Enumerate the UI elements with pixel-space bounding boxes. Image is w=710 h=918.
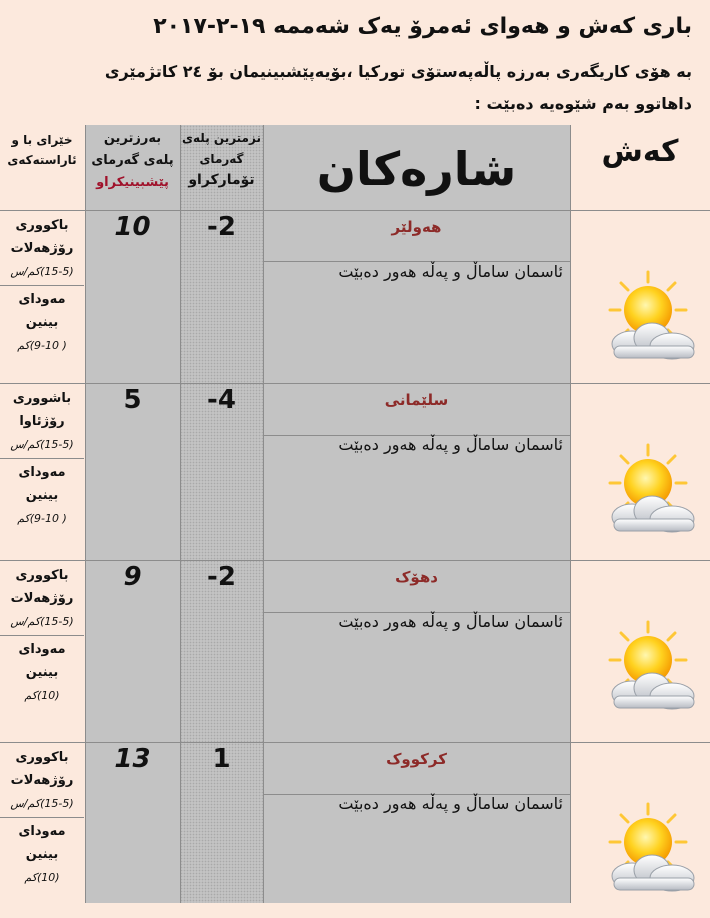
sun-cloud-icon	[592, 618, 704, 722]
visibility-label-2: بینین	[25, 315, 59, 330]
weather-description: ئاسمان ساماڵ و پەڵە هەور دەبێت	[338, 262, 563, 281]
visibility-label-1: مەودای	[18, 642, 66, 657]
wind-direction-1: باکووری	[15, 568, 69, 583]
visibility-label-2: بینین	[25, 488, 59, 503]
header-max-temp	[85, 128, 180, 194]
city-name: سلێمانی	[384, 391, 449, 409]
visibility-value: ( 9-10)کم	[17, 512, 67, 525]
wind-speed: (15-5)کم/س	[10, 797, 74, 810]
visibility-label-1: مەودای	[18, 465, 66, 480]
visibility-value: ( 9-10)کم	[17, 339, 67, 352]
min-temp: -2	[207, 212, 236, 242]
header-cities: شارەکان	[316, 142, 517, 196]
intro-line-1: بە هۆی کاریگەری بەرزە پاڵەپەستۆی تورکیا ،بۆیەپێشبینیمان بۆ ٢٤ کاتژمێری	[104, 62, 692, 81]
visibility-label-2: بینین	[25, 847, 59, 862]
page-title: باری کەش و هەوای ئەمرۆ یەک شەممە ١٩-٢-٢٠١٧	[153, 14, 692, 39]
wind-speed: (15-5)کم/س	[10, 615, 74, 628]
visibility-value: (10)کم	[24, 689, 60, 702]
weather-description: ئاسمان ساماڵ و پەڵە هەور دەبێت	[338, 794, 563, 813]
wind-speed: (15-5)کم/س	[10, 265, 74, 278]
header-wind	[4, 130, 80, 170]
header-min-line2: گەرمای	[199, 152, 244, 166]
weather-description: ئاسمان ساماڵ و پەڵە هەور دەبێت	[338, 612, 563, 631]
header-max-line2: پلەی گەرمای	[91, 153, 174, 168]
visibility-label-1: مەودای	[18, 292, 66, 307]
wind-direction-1: باشووری	[12, 391, 72, 406]
min-temp: -2	[207, 562, 236, 592]
visibility-label-2: بینین	[25, 665, 59, 680]
weather-description: ئاسمان ساماڵ و پەڵە هەور دەبێت	[338, 435, 563, 454]
sun-cloud-icon	[592, 441, 704, 545]
header-max-line3: پێشبینیکراو	[96, 175, 169, 190]
max-temp: 13	[114, 744, 151, 774]
max-temp: 5	[123, 385, 142, 415]
min-temp: 1	[212, 744, 231, 774]
info-divider	[0, 458, 84, 459]
info-divider	[0, 817, 84, 818]
cities-column	[263, 125, 570, 903]
wind-visibility-info	[0, 214, 84, 357]
wind-visibility-info	[0, 746, 84, 889]
wind-visibility-info	[0, 387, 84, 530]
wind-direction-2: رۆژهەلات	[10, 773, 74, 788]
sun-cloud-icon	[592, 800, 704, 904]
visibility-value: (10)کم	[24, 871, 60, 884]
grid-line	[570, 125, 571, 903]
city-name: کرکووک	[386, 750, 447, 768]
max-temp: 9	[123, 562, 142, 592]
city-name: هەولێر	[391, 218, 442, 236]
wind-speed: (15-5)کم/س	[10, 438, 74, 451]
wind-direction-2: رۆژهەلات	[10, 241, 74, 256]
wind-direction-2: رۆژئاوا	[19, 414, 65, 429]
header-max-line1: بەرزترین	[103, 131, 162, 146]
row-divider	[0, 210, 710, 211]
min-temp: -4	[207, 385, 236, 415]
max-temp: 10	[114, 212, 151, 242]
header-min-temp	[180, 128, 263, 191]
city-name: دهۆک	[395, 568, 438, 586]
row-divider	[0, 742, 710, 743]
intro-line-2: داهاتوو بەم شێوەیە دەبێت :	[474, 94, 692, 113]
header-min-line3: تۆمارکراو	[188, 172, 255, 188]
info-divider	[0, 285, 84, 286]
row-divider	[0, 560, 710, 561]
header-weather: کەش	[601, 134, 679, 169]
sun-cloud-icon	[592, 268, 704, 372]
wind-direction-1: باکووری	[15, 218, 69, 233]
header-min-line1: نزمترین پلەی	[182, 131, 261, 145]
header-wind-text: خێرای با و ئاراستەکەی	[7, 133, 77, 167]
row-divider	[0, 383, 710, 384]
wind-visibility-info	[0, 564, 84, 707]
wind-direction-1: باکووری	[15, 750, 69, 765]
grid-line	[263, 125, 264, 903]
visibility-label-1: مەودای	[18, 824, 66, 839]
wind-direction-2: رۆژهەلات	[10, 591, 74, 606]
info-divider	[0, 635, 84, 636]
